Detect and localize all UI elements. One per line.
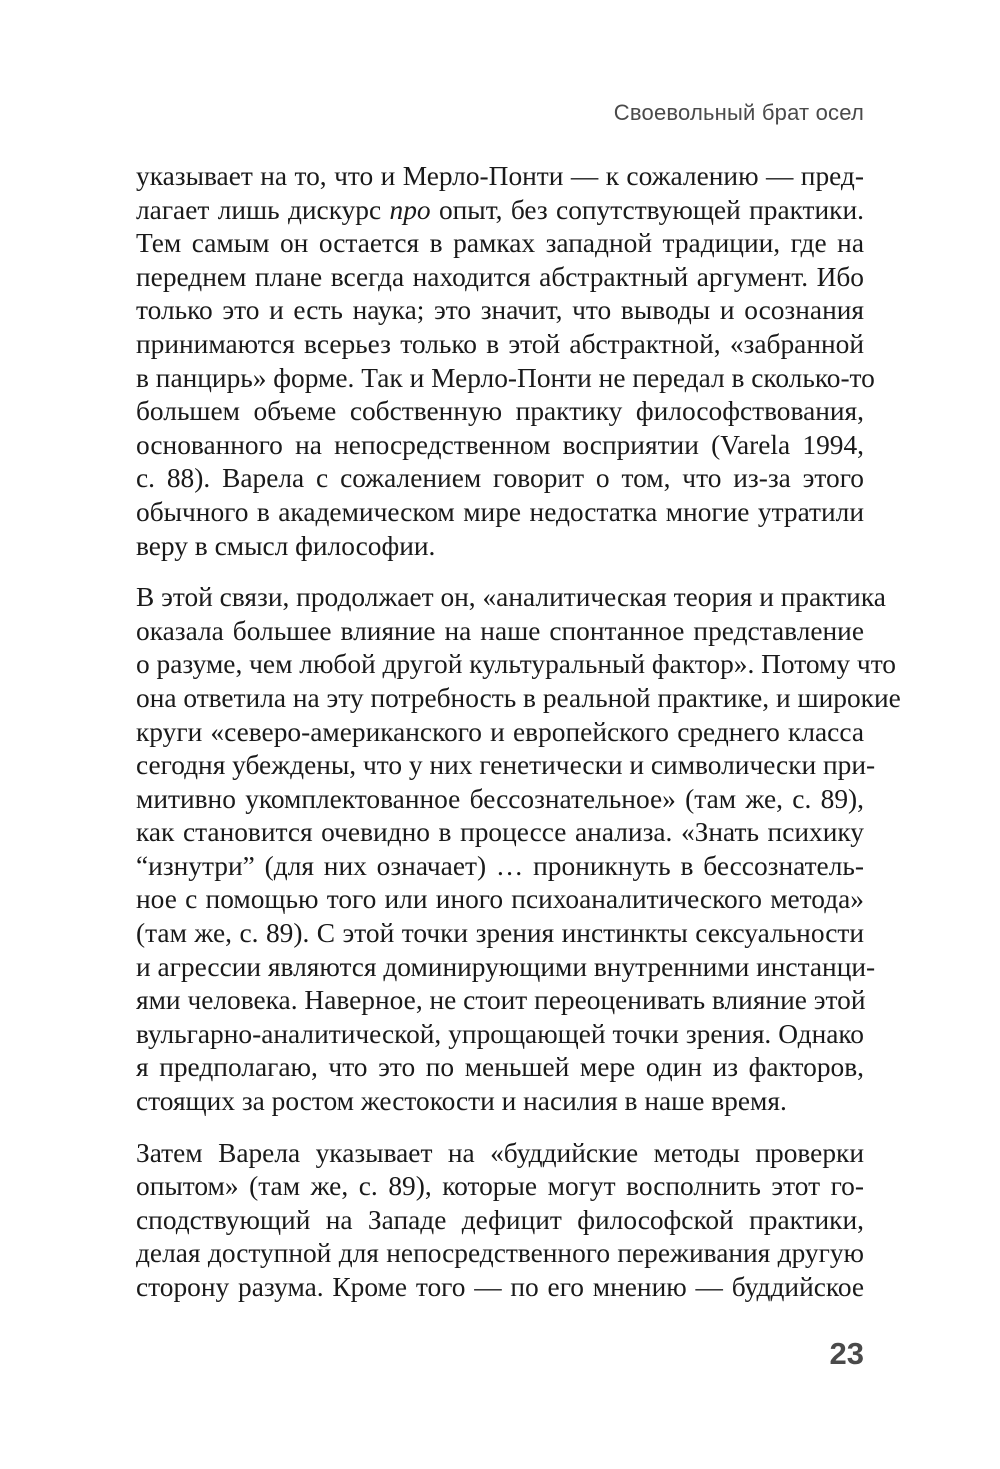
body-text xyxy=(136,160,901,1305)
text-line: опытом» (там же, с. 89), которые могут восполнить этот го- xyxy=(136,1171,864,1202)
text-line: сторону разума. Кроме того — по его мнению — буддийское xyxy=(136,1272,864,1302)
text-line: “изнутри” (для них означает) … проникнуть в бессознатель- xyxy=(136,850,864,881)
text-line: с. 88). Варела с сожалением говорит о том, что из-за этого xyxy=(136,463,864,494)
text-line: Тем самым он остается в рамках западной традиции, где на xyxy=(136,228,864,259)
text-line: принимаются всерьез только в этой абстрактной, «забранной xyxy=(136,328,864,359)
text-line: веру в смысл философии. xyxy=(136,530,436,561)
text-line: ями человека. Наверное, не стоит переоценивать влияние этой xyxy=(136,985,866,1016)
text-line: сподствующий на Западе дефицит философской практики, xyxy=(136,1204,864,1235)
text-line: только это и есть наука; это значит, что выводы и осознания xyxy=(136,295,864,326)
text-line: она ответила на эту потребность в реальной практике, и широкие xyxy=(136,682,901,713)
text-line: стоящих за ростом жестокости и насилия в наше время. xyxy=(136,1086,787,1117)
text-line: вульгарно-аналитической, упрощающей точки зрения. Однако xyxy=(136,1018,864,1049)
paragraph xyxy=(136,160,875,563)
text-line: оказала большее влияние на наше спонтанное представление xyxy=(136,615,864,646)
text-line: делая доступной для непосредственного переживания другую xyxy=(136,1238,864,1269)
text-line: большем объеме собственную практику философствования, xyxy=(136,396,864,427)
text-line: Затем Варела указывает на «буддийские методы проверки xyxy=(136,1137,864,1168)
text-line: о разуме, чем любой другой культуральный фактор». Потому что xyxy=(136,649,897,680)
text-line: (там же, с. 89). С этой точки зрения инстинкты сексуальности xyxy=(136,918,864,949)
text-line: как становится очевидно в процессе анализа. «Знать психику xyxy=(136,817,864,848)
text-line: переднем плане всегда находится абстрактный аргумент. Ибо xyxy=(136,261,864,292)
text-line: обычного в академическом мире недостатка многие утратили xyxy=(136,496,864,527)
text-line: ное с помощью того или иного психоаналитического метода» xyxy=(136,884,864,915)
text-line: сегодня убеждены, что у них генетически и символически при- xyxy=(136,750,876,781)
text-line: В этой связи, продолжает он, «аналитическая теория и практика xyxy=(136,582,886,613)
paragraph xyxy=(136,581,901,1119)
text-line: указывает на то, что и Мерло-Понти — к сожалению — пред- xyxy=(136,161,864,191)
running-header: Своевольный брат осел xyxy=(613,100,864,125)
text-line: митивно укомплектованное бессознательное» (там же, с. 89), xyxy=(136,783,864,814)
text-line: я предполагаю, что это по меньшей мере один из факторов, xyxy=(136,1052,864,1083)
text-line: основанного на непосредственном восприятии (Varela 1994, xyxy=(136,429,864,460)
text-line: в панцирь» форме. Так и Мерло-Понти не передал в сколько-то xyxy=(136,362,875,393)
text-line: и агрессии являются доминирующими внутренними инстанци- xyxy=(136,951,876,982)
page-number: 23 xyxy=(829,1336,864,1371)
text-line: круги «северо-американского и европейского среднего класса xyxy=(136,716,864,747)
text-line: лагает лишь дискурс про опыт, без сопутствующей практики. xyxy=(136,194,864,225)
paragraph xyxy=(136,1137,864,1305)
